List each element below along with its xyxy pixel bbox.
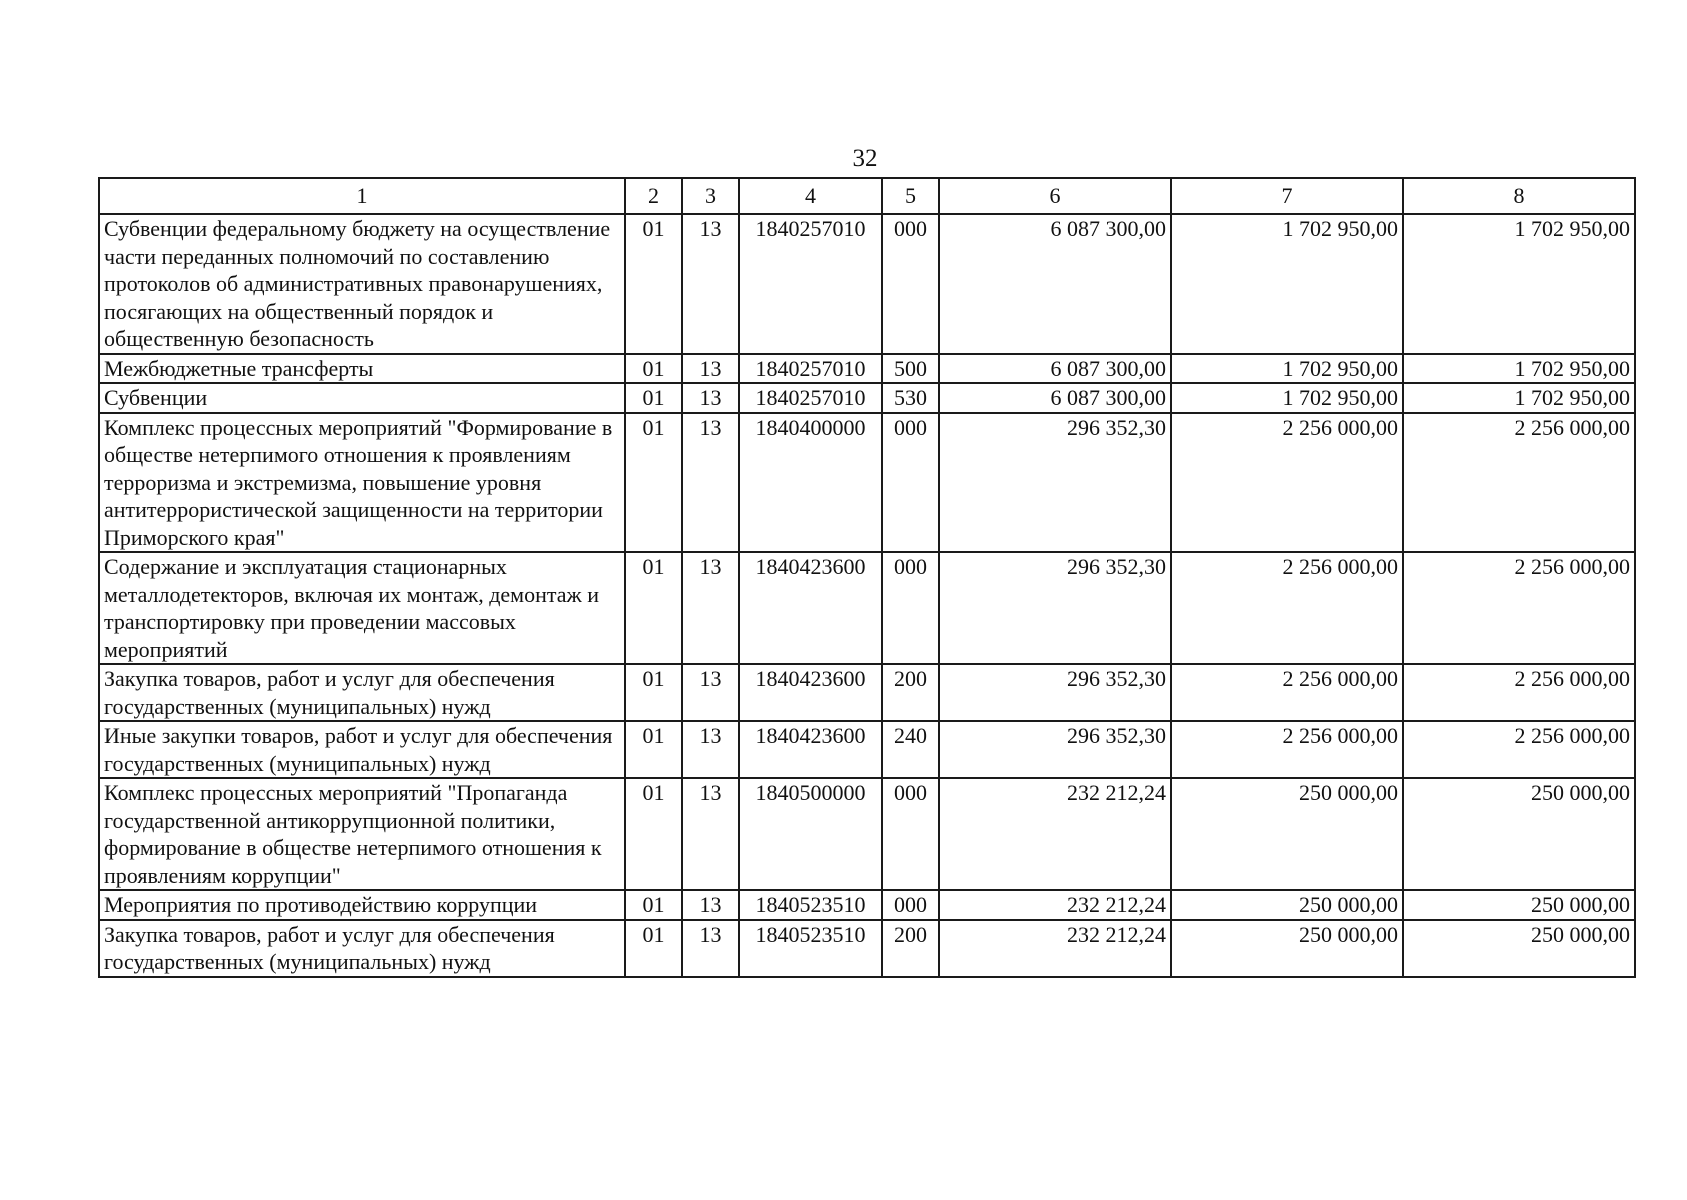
subsection-code: 13 [682, 383, 739, 413]
expense-type-code: 000 [882, 214, 939, 354]
target-article-code: 1840423600 [739, 664, 882, 721]
expense-type-code: 000 [882, 552, 939, 664]
table-row [99, 920, 1635, 977]
table-row [99, 664, 1635, 721]
budget-item-name: Субвенции федеральному бюджету на осуществление части переданных полномочий по составлению протоколов об административных правонарушениях, посягающих на общественный порядок и общественную безопасность [99, 214, 625, 354]
budget-table [98, 177, 1636, 978]
column-header: 6 [939, 178, 1171, 214]
section-code: 01 [625, 721, 682, 778]
amount-column-6: 6 087 300,00 [939, 383, 1171, 413]
target-article-code: 1840423600 [739, 721, 882, 778]
amount-column-6: 232 212,24 [939, 920, 1171, 977]
amount-column-7: 250 000,00 [1171, 920, 1403, 977]
column-header: 3 [682, 178, 739, 214]
amount-column-8: 1 702 950,00 [1403, 383, 1635, 413]
amount-column-7: 2 256 000,00 [1171, 721, 1403, 778]
target-article-code: 1840257010 [739, 354, 882, 384]
section-code: 01 [625, 778, 682, 890]
subsection-code: 13 [682, 721, 739, 778]
subsection-code: 13 [682, 778, 739, 890]
section-code: 01 [625, 413, 682, 553]
expense-type-code: 240 [882, 721, 939, 778]
amount-column-6: 232 212,24 [939, 890, 1171, 920]
table-row [99, 778, 1635, 890]
expense-type-code: 000 [882, 413, 939, 553]
amount-column-6: 296 352,30 [939, 664, 1171, 721]
section-code: 01 [625, 920, 682, 977]
amount-column-7: 250 000,00 [1171, 778, 1403, 890]
expense-type-code: 000 [882, 778, 939, 890]
table-row [99, 354, 1635, 384]
subsection-code: 13 [682, 354, 739, 384]
column-header: 1 [99, 178, 625, 214]
column-header: 4 [739, 178, 882, 214]
budget-item-name: Субвенции [99, 383, 625, 413]
column-header: 2 [625, 178, 682, 214]
target-article-code: 1840257010 [739, 383, 882, 413]
amount-column-6: 232 212,24 [939, 778, 1171, 890]
expense-type-code: 500 [882, 354, 939, 384]
subsection-code: 13 [682, 214, 739, 354]
subsection-code: 13 [682, 413, 739, 553]
budget-item-name: Комплекс процессных мероприятий "Формирование в обществе нетерпимого отношения к проявлениям терроризма и экстремизма, повышение уровня антитеррористической защищенности на территории Приморского края" [99, 413, 625, 553]
amount-column-6: 6 087 300,00 [939, 354, 1171, 384]
amount-column-8: 250 000,00 [1403, 778, 1635, 890]
expense-type-code: 200 [882, 664, 939, 721]
amount-column-8: 250 000,00 [1403, 890, 1635, 920]
amount-column-8: 2 256 000,00 [1403, 721, 1635, 778]
amount-column-6: 296 352,30 [939, 721, 1171, 778]
target-article-code: 1840500000 [739, 778, 882, 890]
section-code: 01 [625, 214, 682, 354]
subsection-code: 13 [682, 920, 739, 977]
section-code: 01 [625, 354, 682, 384]
amount-column-6: 296 352,30 [939, 552, 1171, 664]
section-code: 01 [625, 664, 682, 721]
section-code: 01 [625, 890, 682, 920]
subsection-code: 13 [682, 664, 739, 721]
target-article-code: 1840400000 [739, 413, 882, 553]
section-code: 01 [625, 552, 682, 664]
amount-column-8: 2 256 000,00 [1403, 413, 1635, 553]
amount-column-8: 1 702 950,00 [1403, 214, 1635, 354]
section-code: 01 [625, 383, 682, 413]
amount-column-6: 6 087 300,00 [939, 214, 1171, 354]
budget-item-name: Межбюджетные трансферты [99, 354, 625, 384]
budget-item-name: Содержание и эксплуатация стационарных металлодетекторов, включая их монтаж, демонтаж и транспортировку при проведении массовых мероприятий [99, 552, 625, 664]
amount-column-8: 1 702 950,00 [1403, 354, 1635, 384]
table-row [99, 552, 1635, 664]
budget-item-name: Комплекс процессных мероприятий "Пропаганда государственной антикоррупционной политики, формирование в обществе нетерпимого отношения к проявлениям коррупции" [99, 778, 625, 890]
expense-type-code: 000 [882, 890, 939, 920]
amount-column-6: 296 352,30 [939, 413, 1171, 553]
page-number: 32 [852, 145, 878, 172]
target-article-code: 1840423600 [739, 552, 882, 664]
amount-column-7: 1 702 950,00 [1171, 383, 1403, 413]
subsection-code: 13 [682, 552, 739, 664]
column-header: 8 [1403, 178, 1635, 214]
budget-item-name: Иные закупки товаров, работ и услуг для обеспечения государственных (муниципальных) нужд [99, 721, 625, 778]
expense-type-code: 200 [882, 920, 939, 977]
amount-column-7: 250 000,00 [1171, 890, 1403, 920]
target-article-code: 1840523510 [739, 920, 882, 977]
table-header-row [99, 178, 1635, 214]
column-header: 7 [1171, 178, 1403, 214]
amount-column-8: 250 000,00 [1403, 920, 1635, 977]
amount-column-8: 2 256 000,00 [1403, 664, 1635, 721]
table-row [99, 721, 1635, 778]
amount-column-7: 1 702 950,00 [1171, 214, 1403, 354]
subsection-code: 13 [682, 890, 739, 920]
budget-item-name: Мероприятия по противодействию коррупции [99, 890, 625, 920]
table-row [99, 214, 1635, 354]
column-header: 5 [882, 178, 939, 214]
table-row [99, 890, 1635, 920]
expense-type-code: 530 [882, 383, 939, 413]
table-row [99, 413, 1635, 553]
table-row [99, 383, 1635, 413]
budget-item-name: Закупка товаров, работ и услуг для обеспечения государственных (муниципальных) нужд [99, 920, 625, 977]
amount-column-8: 2 256 000,00 [1403, 552, 1635, 664]
amount-column-7: 1 702 950,00 [1171, 354, 1403, 384]
amount-column-7: 2 256 000,00 [1171, 413, 1403, 553]
amount-column-7: 2 256 000,00 [1171, 552, 1403, 664]
amount-column-7: 2 256 000,00 [1171, 664, 1403, 721]
target-article-code: 1840257010 [739, 214, 882, 354]
target-article-code: 1840523510 [739, 890, 882, 920]
budget-item-name: Закупка товаров, работ и услуг для обеспечения государственных (муниципальных) нужд [99, 664, 625, 721]
